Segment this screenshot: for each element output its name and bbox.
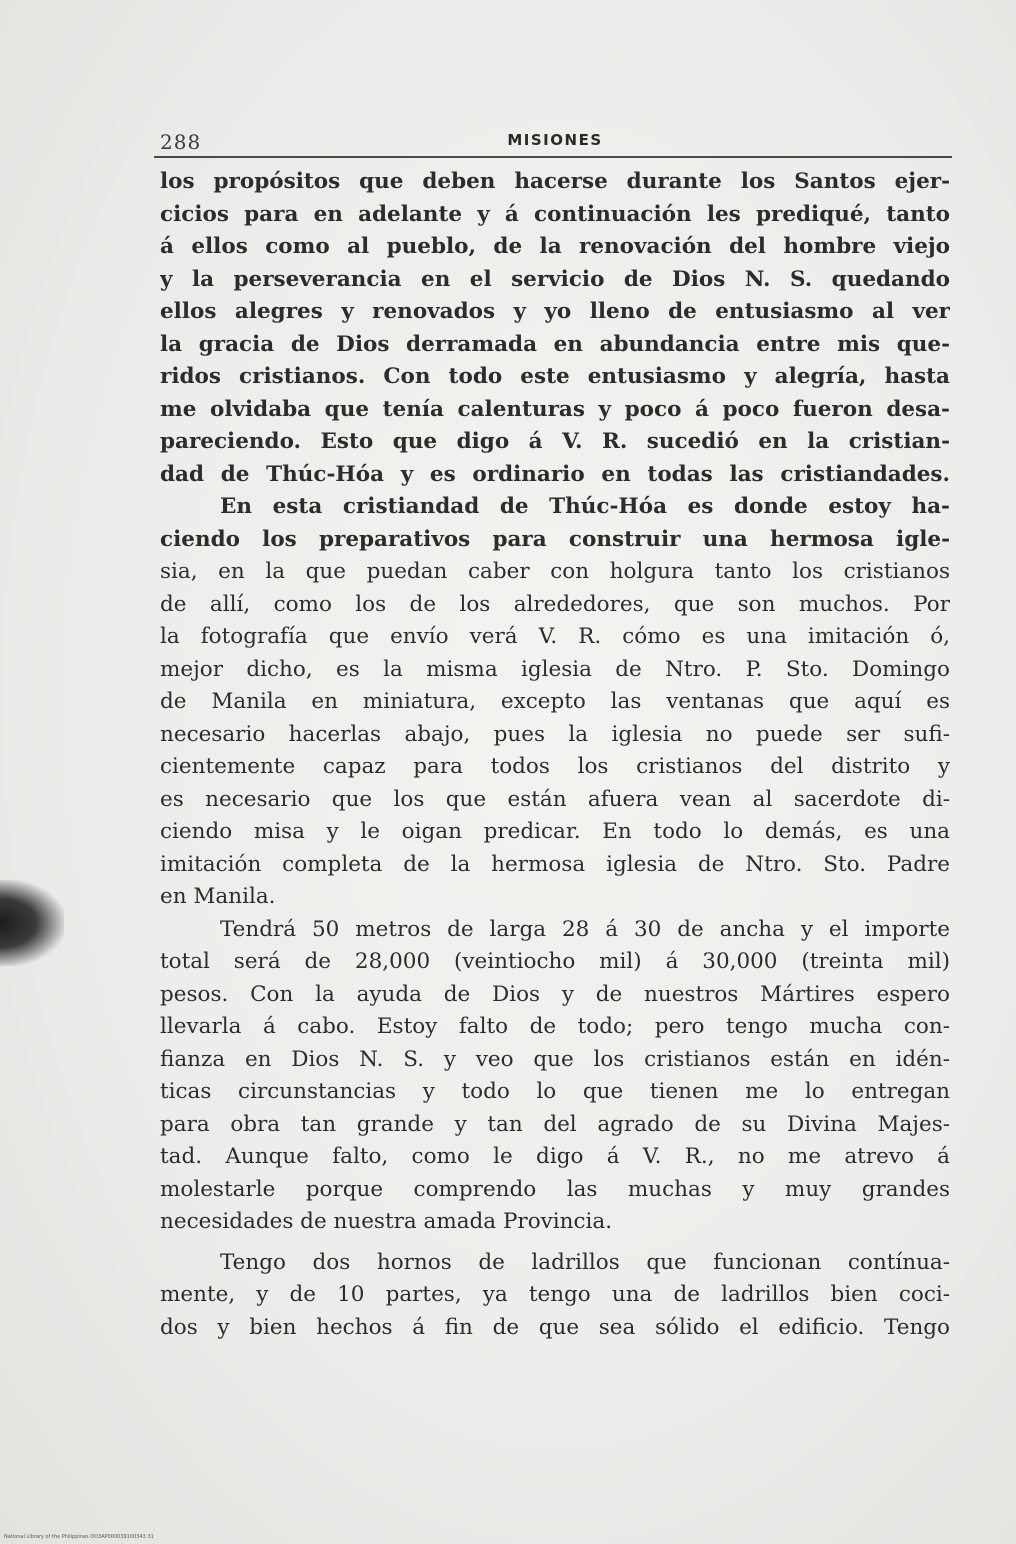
text-line: necesidades de nuestra amada Provincia. <box>160 1209 613 1234</box>
text-line: la fotografía que envío verá V. R. cómo es una imitación ó, <box>160 624 950 649</box>
text-line: imitación completa de la hermosa iglesia de Ntro. Sto. Padre <box>160 851 950 877</box>
text-line: dos y bien hechos á fin de que sea sólido el edificio. Tengo <box>160 1314 950 1340</box>
binding-shadow <box>0 880 64 966</box>
text-line: en Manila. <box>160 884 276 909</box>
text-line: pareciendo. Esto que digo á V. R. sucedió en la cristian- <box>160 429 950 454</box>
paragraph-gap <box>160 1239 950 1247</box>
text-line: ciendo misa y le oigan predicar. En todo lo demás, es una <box>160 819 950 844</box>
text-line: necesario hacerlas abajo, pues la iglesia no puede ser sufi- <box>160 721 950 747</box>
text-line: la gracia de Dios derramada en abundancia entre mis que- <box>160 331 950 357</box>
text-line: Tengo dos hornos de ladrillos que funcionan contínua- <box>220 1249 950 1275</box>
text-line: de Manila en miniatura, excepto las ventanas que aquí es <box>160 689 950 714</box>
running-title: MISIONES <box>507 131 603 149</box>
text-line: ticas circunstancias y todo lo que tienen me lo entregan <box>160 1079 950 1104</box>
text-line: ridos cristianos. Con todo este entusiasmo y alegría, hasta <box>160 364 950 389</box>
text-line: dad de Thúc-Hóa y es ordinario en todas las cristiandades. <box>160 461 950 487</box>
text-line: me olvidaba que tenía calenturas y poco á poco fueron desa- <box>160 396 950 422</box>
text-line: Tendrá 50 metros de larga 28 á 30 de ancha y el importe <box>220 916 950 942</box>
text-line: molestarle porque comprendo las muchas y muy grandes <box>160 1176 950 1202</box>
text-line: ciendo los preparativos para construir una hermosa igle- <box>160 526 950 552</box>
page-number: 288 <box>160 130 202 154</box>
text-line: es necesario que los que están afuera vean al sacerdote di- <box>160 786 950 812</box>
text-line: pesos. Con la ayuda de Dios y de nuestros Mártires espero <box>160 981 950 1007</box>
text-line: sia, en la que puedan caber con holgura tanto los cristianos <box>160 559 950 584</box>
text-line: tad. Aunque falto, como le digo á V. R., no me atrevo á <box>160 1144 950 1169</box>
text-line: mejor dicho, es la misma iglesia de Ntro. P. Sto. Domingo <box>160 656 950 682</box>
text-line: total será de 28,000 (veintiocho mil) á 30,000 (treinta mil) <box>160 949 950 974</box>
text-line: cientemente capaz para todos los cristianos del distrito y <box>160 754 950 779</box>
text-line: y la perseverancia en el servicio de Dios N. S. quedando <box>160 266 950 292</box>
text-line: los propósitos que deben hacerse durante los Santos ejer- <box>160 169 950 194</box>
text-line: mente, y de 10 partes, ya tengo una de ladrillos bien coci- <box>160 1282 950 1307</box>
text-line: á ellos como al pueblo, de la renovación del hombre viejo <box>160 234 950 259</box>
text-line: En esta cristiandad de Thúc-Hóa es donde estoy ha- <box>220 494 950 519</box>
text-line: de allí, como los de los alrededores, que son muchos. Por <box>160 591 950 617</box>
body-text <box>160 166 950 1344</box>
text-line: cicios para en adelante y á continuación les prediqué, tanto <box>160 201 950 227</box>
header-rule <box>154 156 952 158</box>
scan-credit: National Library of the Philippines DO3AP000039100343 31 <box>4 1534 154 1540</box>
text-line: llevarla á cabo. Estoy falto de todo; pero tengo mucha con- <box>160 1014 950 1039</box>
text-line: para obra tan grande y tan del agrado de su Divina Majes- <box>160 1111 950 1137</box>
text-line: fianza en Dios N. S. y veo que los cristianos están en idén- <box>160 1046 950 1072</box>
page-header <box>160 130 950 154</box>
text-line: ellos alegres y renovados y yo lleno de entusiasmo al ver <box>160 299 950 324</box>
